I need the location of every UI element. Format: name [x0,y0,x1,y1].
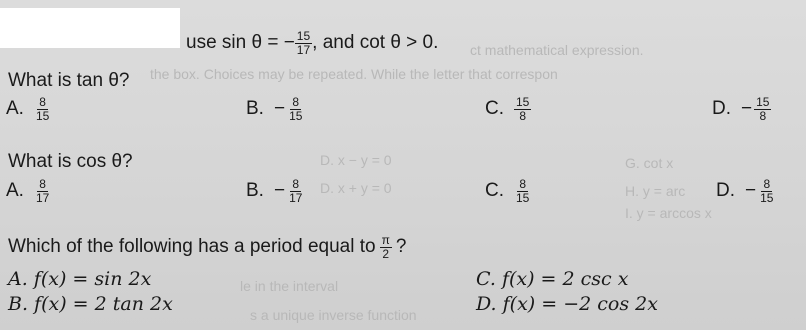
q1-option-a[interactable] [6,96,51,122]
numerator: 8 [39,177,46,191]
period-fraction [380,234,392,260]
numerator: 8 [39,95,46,109]
question-2-prompt: What is cos θ? [8,151,133,172]
problem-intro [186,30,438,56]
question-1-prompt: What is tan θ? [8,70,130,91]
sin-numerator: 15 [296,29,311,43]
q2-option-c[interactable] [485,178,531,204]
option-letter: C. [485,98,504,120]
q2-b-fraction [287,178,304,204]
denominator: 8 [519,108,527,123]
option-letter: D. [712,98,731,120]
numerator: 8 [519,177,527,191]
q3-option-c[interactable]: C. f(x) = 2 csc x [476,268,629,290]
denominator: 15 [516,190,530,205]
option-letter: A. [6,98,24,120]
q1-option-d[interactable] [712,96,771,122]
background-text: H. y = arc [625,183,686,199]
option-letter: B. [246,98,264,120]
q2-option-a[interactable] [6,178,51,204]
q2-option-b[interactable] [246,178,304,204]
option-letter: C. [485,180,504,202]
q1-c-fraction [514,96,531,122]
numerator: π [381,233,390,247]
numerator: 15 [516,95,530,109]
background-text: the box. Choices may be repeated. While the letter that correspon [150,66,558,82]
q1-option-b[interactable] [246,96,304,122]
numerator: 8 [763,177,771,191]
q1-d-fraction [754,96,771,122]
minus-sign: − [741,98,753,120]
background-text: le in the interval [240,278,339,294]
option-letter: B. [246,180,264,202]
q2-option-d[interactable] [716,178,775,204]
numerator: 15 [756,95,770,109]
minus-sign: − [745,180,757,202]
question-3-prompt [8,234,406,260]
background-text: I. y = arccos x [625,205,712,221]
q3-option-a[interactable]: A. f(x) = sin 2x [8,268,152,290]
option-letter: D. [716,180,735,202]
minus-sign: − [273,180,286,202]
q1-option-c[interactable] [485,96,531,122]
background-text: G. cot x [625,155,674,171]
option-letter: A. [6,180,24,202]
numerator: 8 [292,95,300,109]
denominator: 17 [289,190,303,205]
q2-c-fraction [514,178,531,204]
background-text: D. x + y = 0 [320,180,392,196]
denominator: 2 [382,246,390,261]
denominator: 15 [289,108,303,123]
q3-option-b[interactable]: B. f(x) = 2 tan 2x [8,293,173,315]
question-3-text: Which of the following has a period equal to [8,236,376,258]
background-text: D. x − y = 0 [320,152,392,168]
denominator: 17 [35,190,50,205]
background-text: ct mathematical expression. [470,42,644,58]
background-text: s a unique inverse function [250,307,417,323]
sin-fraction [295,30,312,56]
denominator: 15 [760,190,774,205]
minus-sign: − [273,98,286,120]
redaction-box [0,8,180,48]
intro-prefix: use sin θ = − [186,32,295,54]
q2-d-fraction [758,178,775,204]
q3-option-d[interactable]: D. f(x) = −2 cos 2x [476,293,658,315]
intro-middle: , and cot θ > 0. [312,32,439,54]
question-mark: ? [395,236,407,258]
q1-a-fraction [34,96,51,122]
denominator: 15 [35,108,50,123]
numerator: 8 [292,177,300,191]
q2-a-fraction [34,178,51,204]
sin-denominator: 17 [296,42,311,57]
denominator: 8 [759,108,767,123]
q1-b-fraction [287,96,304,122]
